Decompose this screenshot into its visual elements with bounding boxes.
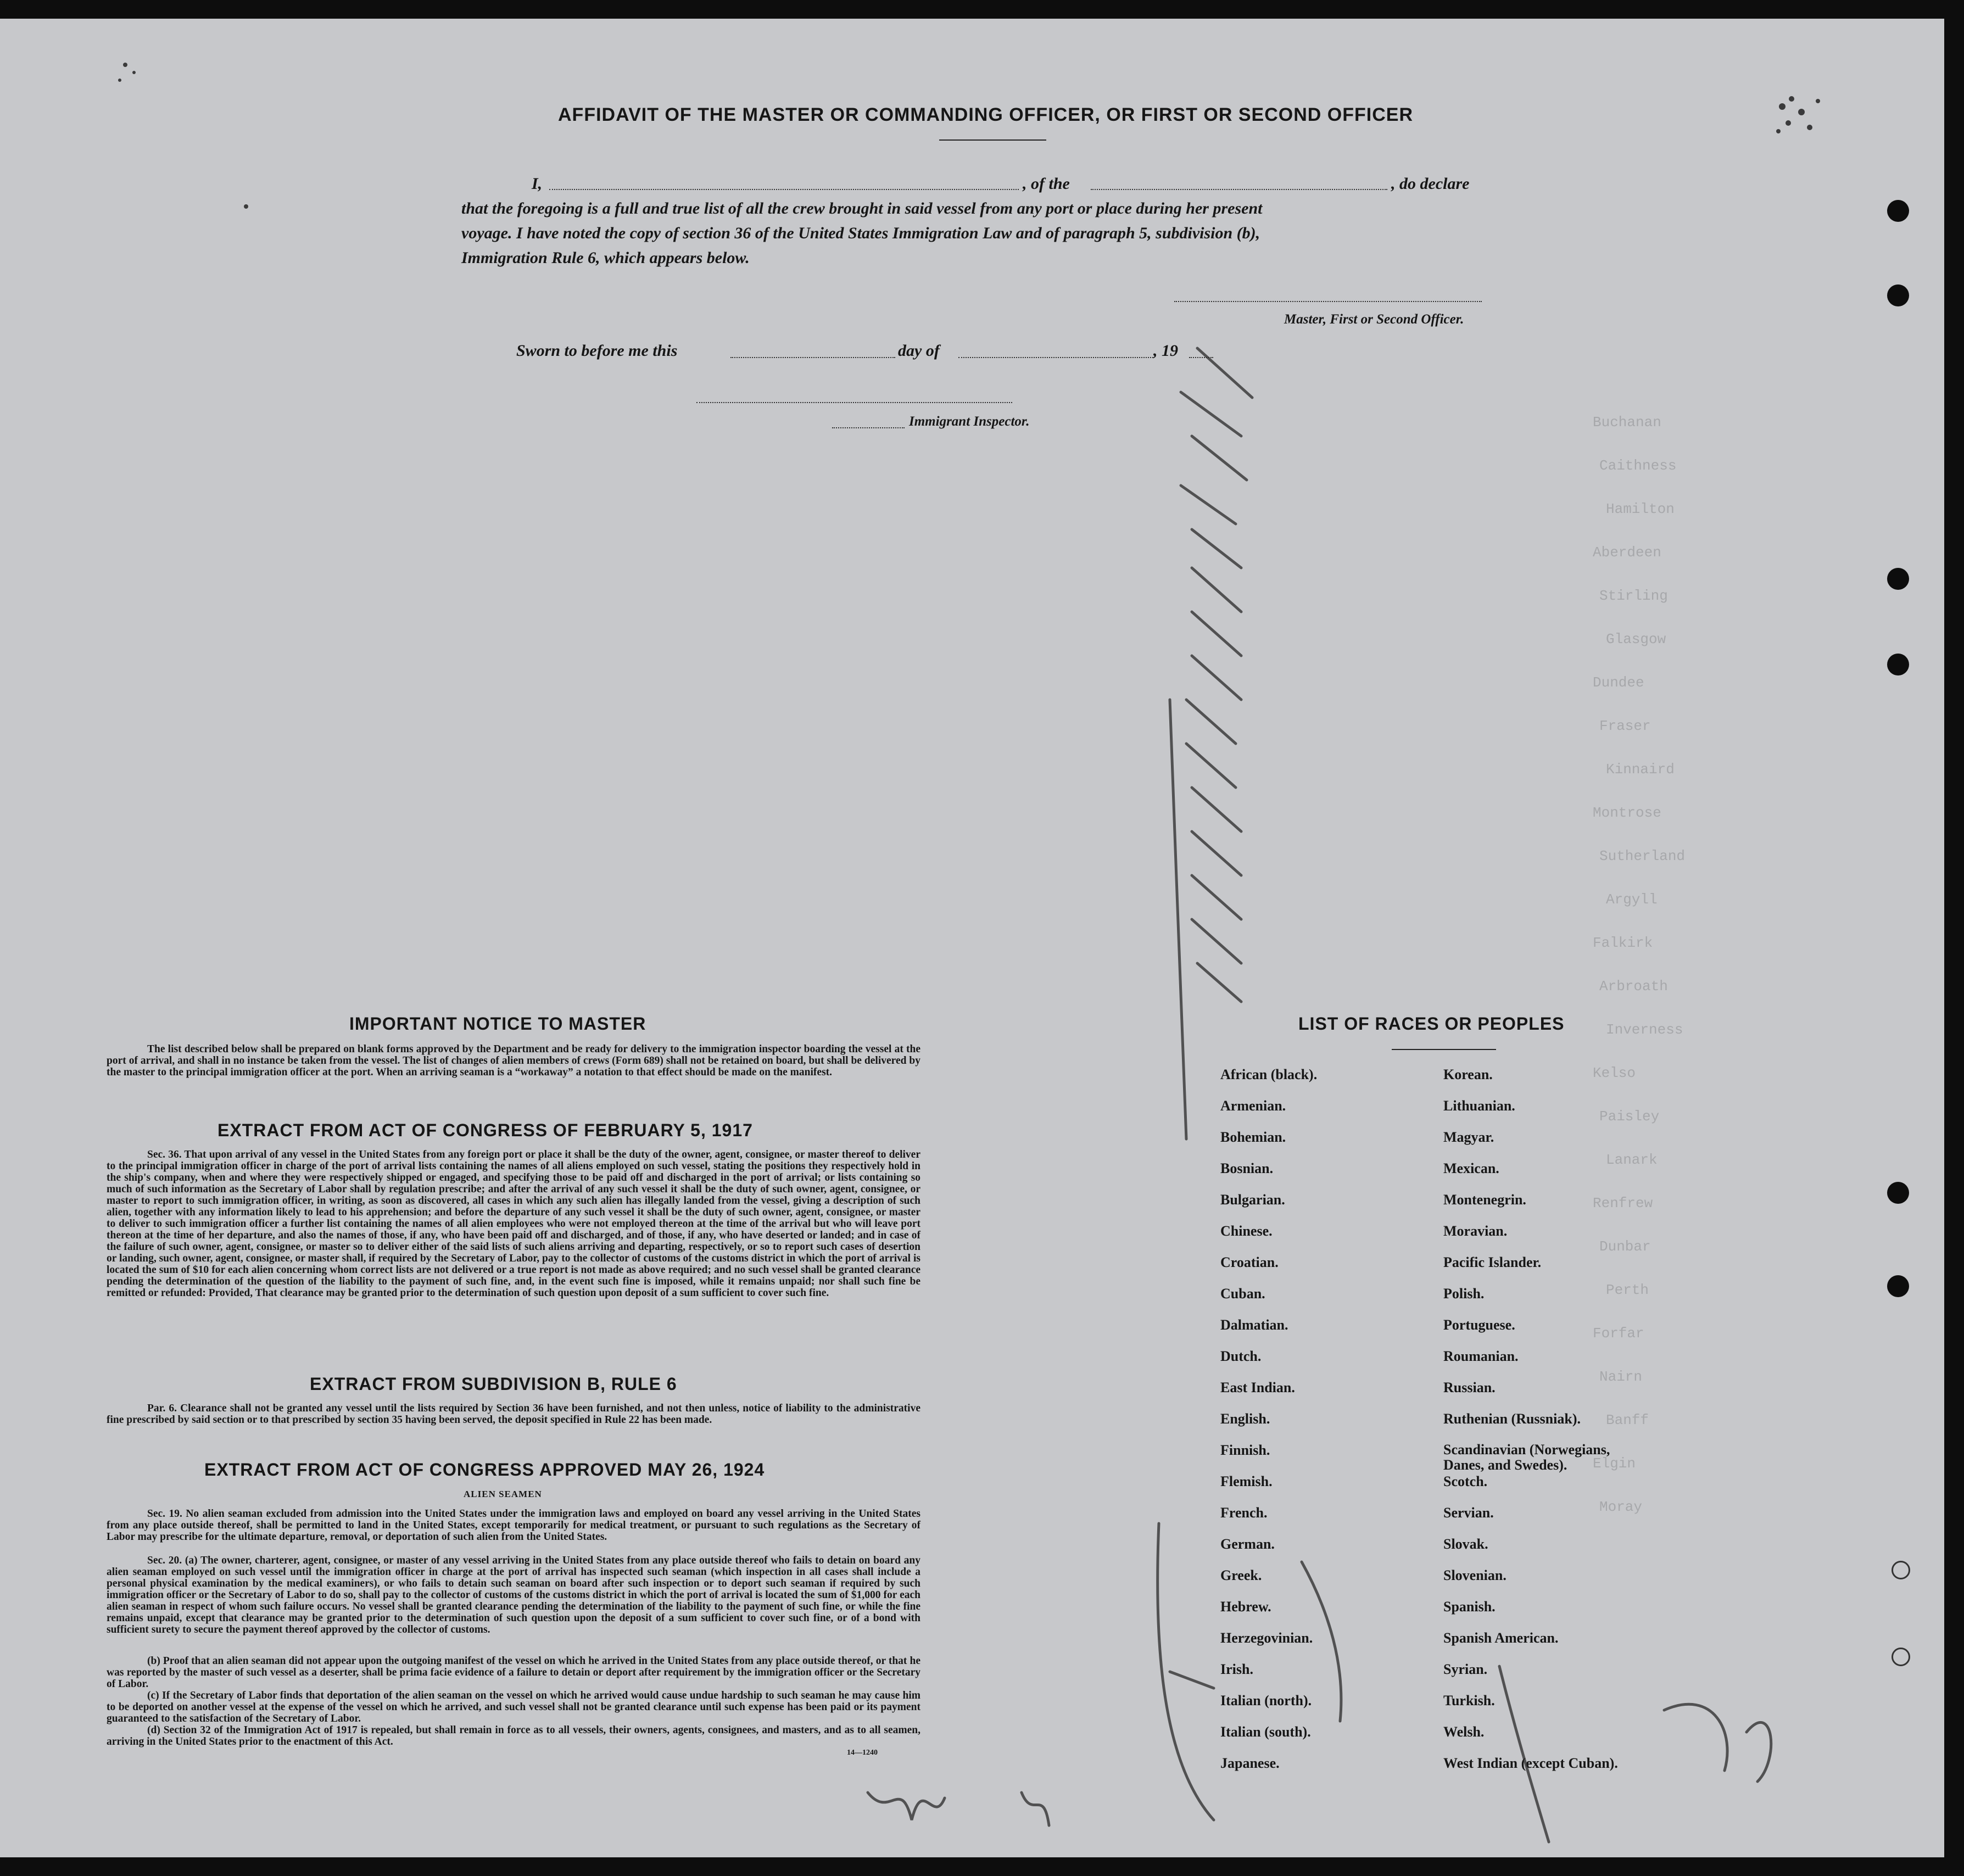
race-item: West Indian (except Cuban). bbox=[1443, 1755, 1618, 1771]
race-item: Turkish. bbox=[1443, 1693, 1495, 1709]
bleed-through-entry: Buchanan bbox=[1593, 414, 1661, 431]
affidavit-line-2: that the foregoing is a full and true list of all the crew brought in said vessel from any port or place during her present bbox=[461, 199, 1263, 217]
bleed-through-entry: Stirling bbox=[1599, 588, 1668, 604]
bleed-through-entry: Argyll bbox=[1606, 891, 1658, 908]
extract-1924-sec20d: (d) Section 32 of the Immigration Act of 1917 is repealed, but shall remain in force as to all vessels, their owners, agents, consignees, and masters, and as to all seamen, arriving in the United States prior to the enactment of this Act. bbox=[107, 1724, 920, 1747]
races-title: LIST OF RACES OR PEOPLES bbox=[1298, 1014, 1565, 1034]
bleed-through-entry: Lanark bbox=[1606, 1152, 1658, 1168]
bleed-through-entry: Caithness bbox=[1599, 457, 1677, 474]
race-item: Ruthenian (Russniak). bbox=[1443, 1411, 1581, 1427]
race-item: Armenian. bbox=[1220, 1098, 1286, 1114]
race-item: Spanish. bbox=[1443, 1599, 1496, 1615]
bleed-through-entry: Nairn bbox=[1599, 1369, 1643, 1385]
bleed-through-entry: Hamilton bbox=[1606, 501, 1675, 517]
race-item: Scotch. bbox=[1443, 1473, 1488, 1489]
extract-1917-title: EXTRACT FROM ACT OF CONGRESS OF FEBRUARY 5, 1917 bbox=[217, 1120, 753, 1140]
race-item: Bohemian. bbox=[1220, 1129, 1286, 1145]
race-item: Chinese. bbox=[1220, 1223, 1273, 1239]
race-item: Japanese. bbox=[1220, 1755, 1280, 1771]
race-item: Herzegovinian. bbox=[1220, 1630, 1313, 1646]
race-item: Hebrew. bbox=[1220, 1599, 1271, 1615]
race-item: Irish. bbox=[1220, 1661, 1253, 1677]
race-item: Portuguese. bbox=[1443, 1317, 1515, 1333]
extract-1924-title: EXTRACT FROM ACT OF CONGRESS APPROVED MAY 26, 1924 bbox=[204, 1460, 765, 1479]
notice-body: The list described below shall be prepared on blank forms approved by the Department and be ready for delivery to the immigration inspector boarding the vessel at the port of arrival, and shall in no instance be taken from the vessel. The list of changes of alien members of crews (Form 689) shall not be retained on board, but shall be delivered by the master to the principal immigration officer at the port. When an arriving seaman is a “workaway” a notation to that effect should be made on the manifest. bbox=[107, 1043, 920, 1078]
extract-1917-body: Sec. 36. That upon arrival of any vessel in the United States from any foreign port or place it shall be the duty of the owner, agent, consignee, or master thereof to deliver to the principal immigration officer in charge of the port of arrival lists containing the names of all aliens employed on such vessel, stating the positions they respectively hold in the ship's company, when and where they were respectively shipped or engaged, and specifying those to be paid off and discharged in the port of arrival; or lists containing so much of such information as the Secretary of Labor shall by regulation prescribe; and after the arrival of any such vessel it shall be the duty of such owner, agent, consignee, or master to report to such immigration officer, in writing, as soon as discovered, all cases in which any such alien has illegally landed from the vessel, giving a description of such alien, together with any information likely to lead to his apprehension; and before the departure of any such vessel it shall be the duty of such owner, agent, consignee, or master to deliver to such immigration officer a further list containing the names of all alien employees who were not employed thereon at the time of the arrival but who will leave port thereon at the time of her departure, and also the names of those, if any, who have been paid off and discharged, and of those, if any, who have deserted or landed; and in case of the failure of such owner, agent, consignee, or master so to deliver either of the said lists of such aliens arriving and departing, respectively, or so to report such cases of desertion or landing, such owner, agent, consignee, or master shall, if required by the Secretary of Labor, pay to the collector of customs of the customs district in which the port of arrival is located the sum of $10 for each alien concerning whom correct lists are not delivered or a true report is not made as above required; and no such vessel shall be granted clearance pending the determination of the question of the liability to the payment of such fine, and, in the event such fine is imposed, while it remains unpaid; nor shall such fine be remitted or refunded: Provided, That clearance may be granted prior to the determination of such question upon deposit of a sum sufficient to cover such fine. bbox=[107, 1149, 920, 1299]
handwritten-marks bbox=[0, 19, 1944, 1857]
bleed-through-entry: Paisley bbox=[1599, 1108, 1660, 1125]
inspector-label: Immigrant Inspector. bbox=[909, 414, 1030, 429]
race-item: Spanish American. bbox=[1443, 1630, 1559, 1646]
extract-rule6-body: Par. 6. Clearance shall not be granted any vessel until the lists required by Section 36 have been furnished, and not then unless, notice of liability to the administrative fine prescribed by said section or to that prescribed by section 35 having been served, the deposit specified in Rule 22 has been made. bbox=[107, 1403, 920, 1426]
race-item: Syrian. bbox=[1443, 1661, 1488, 1677]
race-item: Greek. bbox=[1220, 1567, 1262, 1583]
bleed-through-entry: Dunbar bbox=[1599, 1238, 1651, 1255]
race-item: Italian (south). bbox=[1220, 1724, 1311, 1740]
notice-title: IMPORTANT NOTICE TO MASTER bbox=[349, 1014, 646, 1034]
race-item: Finnish. bbox=[1220, 1442, 1270, 1458]
extract-1924-sec20a: Sec. 20. (a) The owner, charterer, agent, consignee, or master of any vessel arriving in the United States from any place outside thereof who fails to detain on board any alien seaman employed on such vessel until the immigration officer in charge at the port of arrival has inspected such seaman (which inspection in all cases shall include a personal physical examination by the medical examiners), or who fails to detain such seaman on board after such inspection or to deport such seaman if required by such immigration officer or the Secretary of Labor to do so, shall pay to the collector of customs of the customs district in which the port of arrival is located the sum of $1,000 for each alien seaman in respect of whom such failure occurs. No vessel shall be granted clearance pending the determination of the liability to the payment of such fine, or while the fine remains unpaid, except that clearance may be granted prior to the determination of such question upon the deposit of a sum sufficient to cover such fine, or of a bond with sufficient surety to secure the payment thereof approved by the collector of customs. bbox=[107, 1555, 920, 1635]
race-item: Dutch. bbox=[1220, 1348, 1262, 1364]
race-item: Bulgarian. bbox=[1220, 1192, 1285, 1208]
bleed-through-entry: Kelso bbox=[1593, 1065, 1636, 1081]
race-item: Welsh. bbox=[1443, 1724, 1485, 1740]
race-item: Roumanian. bbox=[1443, 1348, 1519, 1364]
bleed-through-entry: Elgin bbox=[1593, 1455, 1636, 1472]
document-page bbox=[0, 19, 1944, 1857]
race-item: Lithuanian. bbox=[1443, 1098, 1515, 1114]
race-item: Magyar. bbox=[1443, 1129, 1494, 1145]
race-item: Mexican. bbox=[1443, 1160, 1499, 1176]
race-item: Korean. bbox=[1443, 1067, 1493, 1082]
extract-rule6-title: EXTRACT FROM SUBDIVISION B, RULE 6 bbox=[310, 1374, 677, 1394]
affidavit-line-4: Immigration Rule 6, which appears below. bbox=[461, 249, 750, 267]
bleed-through-entry: Forfar bbox=[1593, 1325, 1644, 1342]
race-item: Slovak. bbox=[1443, 1536, 1488, 1552]
bleed-through-entry: Moray bbox=[1599, 1499, 1643, 1515]
bleed-through-entry: Falkirk bbox=[1593, 935, 1653, 951]
alien-seamen-subtitle: ALIEN SEAMEN bbox=[464, 1489, 542, 1499]
race-item: Flemish. bbox=[1220, 1473, 1273, 1489]
race-item: Italian (north). bbox=[1220, 1693, 1312, 1709]
affidavit-declare-label: , do declare bbox=[1391, 175, 1470, 193]
bleed-through-entry: Banff bbox=[1606, 1412, 1649, 1428]
extract-1924-sec20b: (b) Proof that an alien seaman did not appear upon the outgoing manifest of the vessel on which he arrived in the United States from any place outside thereof, or that he was reported by the master of such vessel as a deserter, shall be prima facie evidence of a failure to detain or deport after requirement by the immigration officer or the Secretary of Labor. bbox=[107, 1655, 920, 1690]
bleed-through-entry: Montrose bbox=[1593, 805, 1661, 821]
extract-1924-sec19: Sec. 19. No alien seaman excluded from admission into the United States under the immigration laws and employed on board any vessel arriving in the United States from any place outside thereof, shall be permitted to land in the United States, except temporarily for medical treatment, or pursuant to such regulations as the Secretary of Labor may prescribe for the ultimate departure, removal, or deportation of such alien from the United States. bbox=[107, 1508, 920, 1543]
bleed-through-entry: Perth bbox=[1606, 1282, 1649, 1298]
signature-label: Master, First or Second Officer. bbox=[1284, 312, 1464, 327]
race-item: Scandinavian (Norwegians, Danes, and Swedes). bbox=[1443, 1442, 1610, 1473]
bleed-through-entry: Renfrew bbox=[1593, 1195, 1653, 1211]
bleed-through-entry: Arbroath bbox=[1599, 978, 1668, 995]
race-item: Croatian. bbox=[1220, 1254, 1279, 1270]
race-item: Bosnian. bbox=[1220, 1160, 1274, 1176]
race-item: Servian. bbox=[1443, 1505, 1494, 1521]
affidavit-line-3: voyage. I have noted the copy of section 36 of the United States Immigration Law and of paragraph 5, subdivision (b), bbox=[461, 224, 1260, 242]
year-label: , 19 bbox=[1153, 342, 1178, 360]
affidavit-title: AFFIDAVIT OF THE MASTER OR COMMANDING OFFICER, OR FIRST OR SECOND OFFICER bbox=[558, 104, 1413, 125]
race-item: Pacific Islander. bbox=[1443, 1254, 1542, 1270]
race-item: Montenegrin. bbox=[1443, 1192, 1526, 1208]
race-item: Cuban. bbox=[1220, 1286, 1265, 1302]
race-item: Polish. bbox=[1443, 1286, 1485, 1302]
race-item: Russian. bbox=[1443, 1380, 1496, 1395]
bleed-through-entry: Sutherland bbox=[1599, 848, 1686, 864]
race-item: Slovenian. bbox=[1443, 1567, 1507, 1583]
race-item: African (black). bbox=[1220, 1067, 1318, 1082]
bleed-through-entry: Dundee bbox=[1593, 674, 1644, 691]
affidavit-i-label: I, bbox=[532, 175, 543, 193]
race-item: French. bbox=[1220, 1505, 1268, 1521]
bleed-through-entry: Glasgow bbox=[1606, 631, 1666, 647]
race-item: Moravian. bbox=[1443, 1223, 1508, 1239]
race-item: German. bbox=[1220, 1536, 1275, 1552]
extract-1924-sec20c: (c) If the Secretary of Labor finds that deportation of the alien seaman on the vessel on which he arrived would cause undue hardship to such seaman he may cause him to be deported on another vessel at the expense of the vessel on which he arrived, and such vessel shall not be granted clearance until such expense has been paid or its payment guaranteed to the satisfaction of the Secretary of Labor. bbox=[107, 1690, 920, 1724]
affidavit-of-label: , of the bbox=[1023, 175, 1070, 193]
bleed-through-entry: Kinnaird bbox=[1606, 761, 1675, 778]
bleed-through-entry: Fraser bbox=[1599, 718, 1651, 734]
day-of-label: day of bbox=[898, 342, 940, 360]
race-item: English. bbox=[1220, 1411, 1270, 1427]
race-item: Dalmatian. bbox=[1220, 1317, 1288, 1333]
form-number: 14—1240 bbox=[847, 1749, 878, 1757]
bleed-through-entry: Aberdeen bbox=[1593, 544, 1661, 561]
race-item: East Indian. bbox=[1220, 1380, 1295, 1395]
bleed-through-entry: Inverness bbox=[1606, 1021, 1683, 1038]
sworn-label: Sworn to before me this bbox=[516, 342, 678, 360]
